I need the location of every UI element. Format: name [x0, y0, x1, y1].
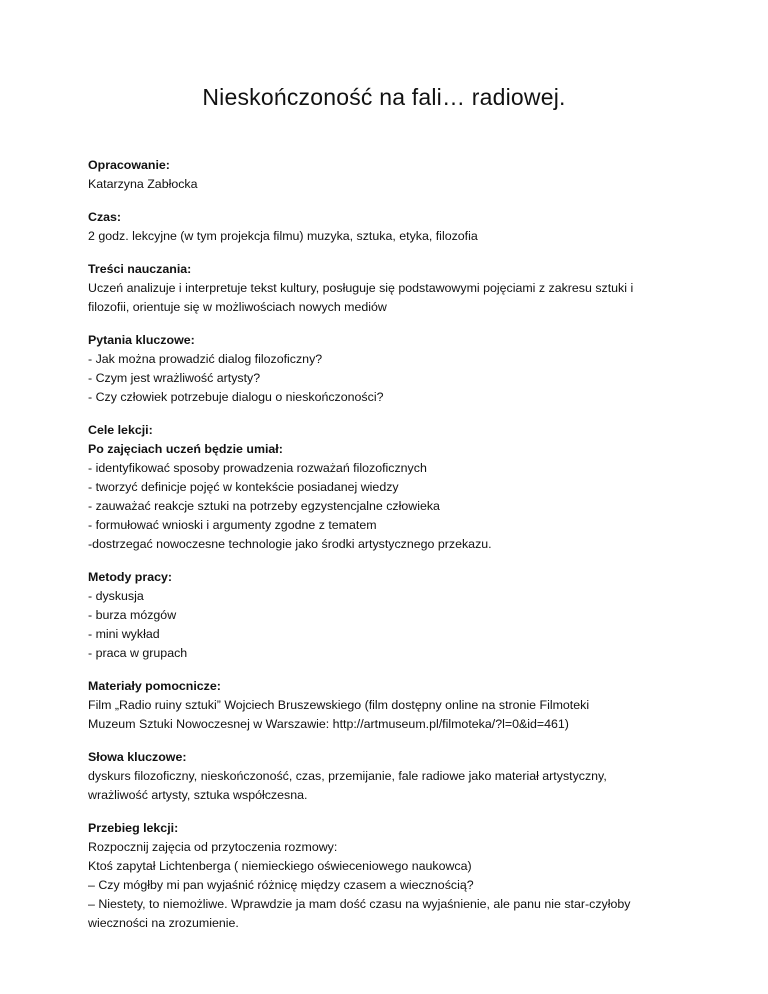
- section-tresci-nauczania: [88, 260, 688, 317]
- section-text-line: filozofii, orientuje się w możliwościach nowych mediów: [88, 300, 387, 314]
- section-text-line: Uczeń analizuje i interpretuje tekst kultury, posługuje się podstawowymi pojęciami z zakresu sztuki i: [88, 281, 634, 295]
- section-czas: [88, 208, 688, 246]
- list-item: - Czym jest wrażliwość artysty?: [88, 371, 261, 385]
- section-heading: Cele lekcji:: [88, 423, 153, 437]
- section-text-line: Film „Radio ruiny sztuki” Wojciech Bruszewskiego (film dostępny online na stronie Filmoteki: [88, 698, 590, 712]
- list-item: - zauważać reakcje sztuki na potrzeby egzystencjalne człowieka: [88, 499, 440, 513]
- list-item: - Jak można prowadzić dialog filozoficzny?: [88, 352, 323, 366]
- document-body: [88, 156, 688, 933]
- list-item: - Czy człowiek potrzebuje dialogu o nieskończoności?: [88, 390, 384, 404]
- list-item: - dyskusja: [88, 589, 144, 603]
- list-item: - tworzyć definicje pojęć w kontekście posiadanej wiedzy: [88, 480, 399, 494]
- section-heading: Treści nauczania:: [88, 262, 192, 276]
- section-text-line: Ktoś zapytał Lichtenberga ( niemieckiego oświeceniowego naukowca): [88, 859, 472, 873]
- section-heading: Czas:: [88, 210, 122, 224]
- section-text-line: Muzeum Sztuki Nowoczesnej w Warszawie: http://artmuseum.pl/filmoteka/?l=0&id=461): [88, 717, 569, 731]
- section-text-line: 2 godz. lekcyjne (w tym projekcja filmu) muzyka, sztuka, etyka, filozofia: [88, 229, 478, 243]
- section-heading: Przebieg lekcji:: [88, 821, 179, 835]
- section-heading: Pytania kluczowe:: [88, 333, 195, 347]
- section-materialy-pomocnicze: [88, 677, 688, 734]
- section-metody-pracy: [88, 568, 688, 663]
- list-item: - mini wykład: [88, 627, 160, 641]
- section-przebieg-lekcji: [88, 819, 688, 933]
- section-slowa-kluczowe: [88, 748, 688, 805]
- section-heading: Metody pracy:: [88, 570, 172, 584]
- section-heading: Opracowanie:: [88, 158, 170, 172]
- section-text-line: – Czy mógłby mi pan wyjaśnić różnicę między czasem a wiecznością?: [88, 878, 474, 892]
- list-item: - burza mózgów: [88, 608, 177, 622]
- section-text-line: wieczności na zrozumienie.: [88, 916, 239, 930]
- list-item: - praca w grupach: [88, 646, 188, 660]
- section-text-line: dyskurs filozoficzny, nieskończoność, czas, przemijanie, fale radiowe jako materiał artystyczny,: [88, 769, 607, 783]
- section-heading: Słowa kluczowe:: [88, 750, 187, 764]
- section-opracowanie: [88, 156, 688, 194]
- document-title: Nieskończoność na fali… radiowej.: [202, 84, 566, 110]
- section-text-line: wrażliwość artysty, sztuka współczesna.: [88, 788, 308, 802]
- list-item: -dostrzegać nowoczesne technologie jako środki artystycznego przekazu.: [88, 537, 492, 551]
- list-item: - formułować wnioski i argumenty zgodne z tematem: [88, 518, 377, 532]
- section-subheading: Po zajęciach uczeń będzie umiał:: [88, 442, 283, 456]
- section-heading: Materiały pomocnicze:: [88, 679, 221, 693]
- section-text-line: – Niestety, to niemożliwe. Wprawdzie ja mam dość czasu na wyjaśnienie, ale panu nie star-czyłoby: [88, 897, 631, 911]
- list-item: - identyfikować sposoby prowadzenia rozważań filozoficznych: [88, 461, 427, 475]
- section-text-line: Katarzyna Zabłocka: [88, 177, 198, 191]
- section-pytania-kluczowe: [88, 331, 688, 407]
- section-cele-lekcji: [88, 421, 688, 554]
- section-text-line: Rozpocznij zajęcia od przytoczenia rozmowy:: [88, 840, 338, 854]
